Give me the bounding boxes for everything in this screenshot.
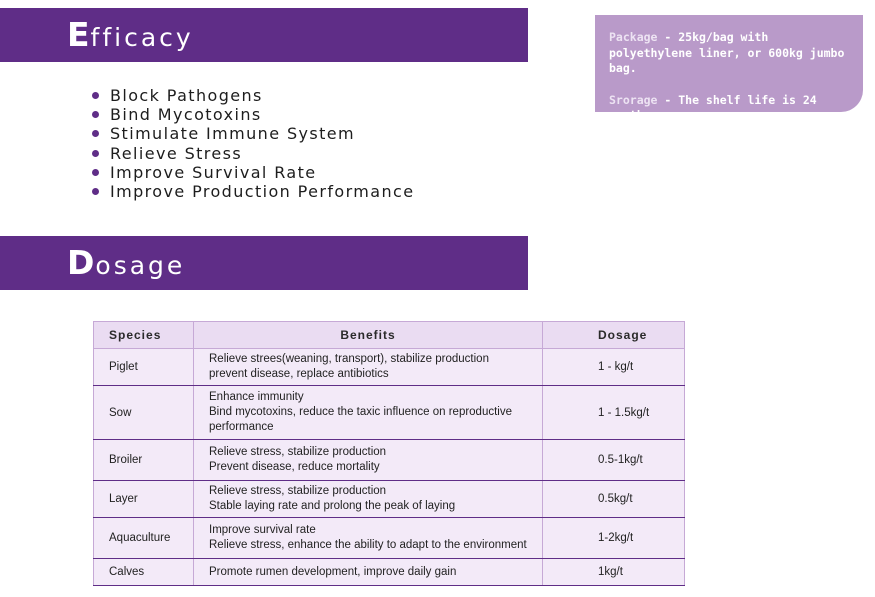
- species-cell: Sow: [94, 386, 194, 440]
- table-header-row: [94, 322, 685, 349]
- table-row: [94, 481, 685, 518]
- dosage-banner: [0, 236, 528, 290]
- species-cell: Piglet: [94, 349, 194, 386]
- header-dosage: Dosage: [543, 322, 685, 349]
- benefit-line: Relieve strees(weaning, transport), stabilize production: [209, 353, 489, 365]
- table-row: [94, 440, 685, 481]
- efficacy-item: Relieve Stress: [90, 144, 414, 163]
- benefit-line: Enhance immunity: [209, 391, 304, 403]
- efficacy-item: Improve Production Performance: [90, 182, 414, 201]
- efficacy-title: Efficacy: [67, 15, 194, 54]
- dosage-cell: 1kg/t: [543, 559, 685, 586]
- benefit-line: Prevent disease, reduce mortality: [209, 461, 380, 473]
- efficacy-item: Block Pathogens: [90, 86, 414, 105]
- bullet-icon: [92, 169, 99, 176]
- dosage-title: Dosage: [67, 243, 186, 282]
- species-cell: Calves: [94, 559, 194, 586]
- benefits-lines: [209, 352, 542, 382]
- benefits-cell: [194, 349, 543, 386]
- header-species: Species: [94, 322, 194, 349]
- benefit-line: Stable laying rate and prolong the peak of laying: [209, 500, 456, 512]
- benefits-lines: [209, 445, 542, 475]
- package-storage-box: [595, 15, 863, 122]
- efficacy-banner: [0, 8, 528, 62]
- benefit-line: Relieve stress, stabilize production: [209, 446, 387, 458]
- dosage-cell: 1-2kg/t: [543, 518, 685, 559]
- benefit-line: Bind mycotoxins, reduce the taxic influence on reproductive: [209, 406, 512, 418]
- benefits-cell: [194, 481, 543, 518]
- benefit-line: Promote rumen development, improve daily gain: [209, 565, 457, 578]
- bullet-icon: [92, 92, 99, 99]
- table-row: [94, 386, 685, 440]
- benefit-line: Relieve stress, stabilize production: [209, 485, 387, 497]
- species-cell: Layer: [94, 481, 194, 518]
- dosage-cell: 0.5kg/t: [543, 481, 685, 518]
- bullet-icon: [92, 130, 99, 137]
- benefits-lines: [209, 390, 542, 435]
- species-cell: Broiler: [94, 440, 194, 481]
- benefit-line: Improve survival rate: [209, 524, 316, 536]
- benefits-lines: [209, 565, 542, 580]
- table-row: [94, 349, 685, 386]
- efficacy-item: Improve Survival Rate: [90, 163, 414, 182]
- header-benefits: Benefits: [194, 322, 543, 349]
- species-cell: Aquaculture: [94, 518, 194, 559]
- storage-info: Srorage - The shelf life is 24 months.: [609, 92, 817, 122]
- benefits-cell: [194, 518, 543, 559]
- benefit-line: Relieve stress, enhance the ability to adapt to the environment: [209, 539, 527, 551]
- bullet-icon: [92, 150, 99, 157]
- dosage-cell: 1 - kg/t: [543, 349, 685, 386]
- benefits-cell: [194, 559, 543, 586]
- benefits-cell: [194, 386, 543, 440]
- efficacy-item: Bind Mycotoxins: [90, 105, 414, 124]
- benefits-lines: [209, 484, 542, 514]
- benefits-lines: [209, 523, 542, 553]
- table-row: [94, 518, 685, 559]
- efficacy-item: Stimulate Immune System: [90, 124, 414, 143]
- bullet-icon: [92, 188, 99, 195]
- dosage-cell: 1 - 1.5kg/t: [543, 386, 685, 440]
- benefit-line: prevent disease, replace antibiotics: [209, 368, 389, 380]
- bullet-icon: [92, 111, 99, 118]
- benefits-cell: [194, 440, 543, 481]
- package-info: Package - 25kg/bag with polyethylene liner, or 600kg jumbo bag.: [609, 30, 845, 75]
- benefit-line: performance: [209, 421, 274, 433]
- dosage-cell: 0.5-1kg/t: [543, 440, 685, 481]
- efficacy-list: [90, 86, 414, 201]
- table-row: [94, 559, 685, 586]
- dosage-table-body: [94, 349, 685, 586]
- dosage-table: [93, 321, 685, 586]
